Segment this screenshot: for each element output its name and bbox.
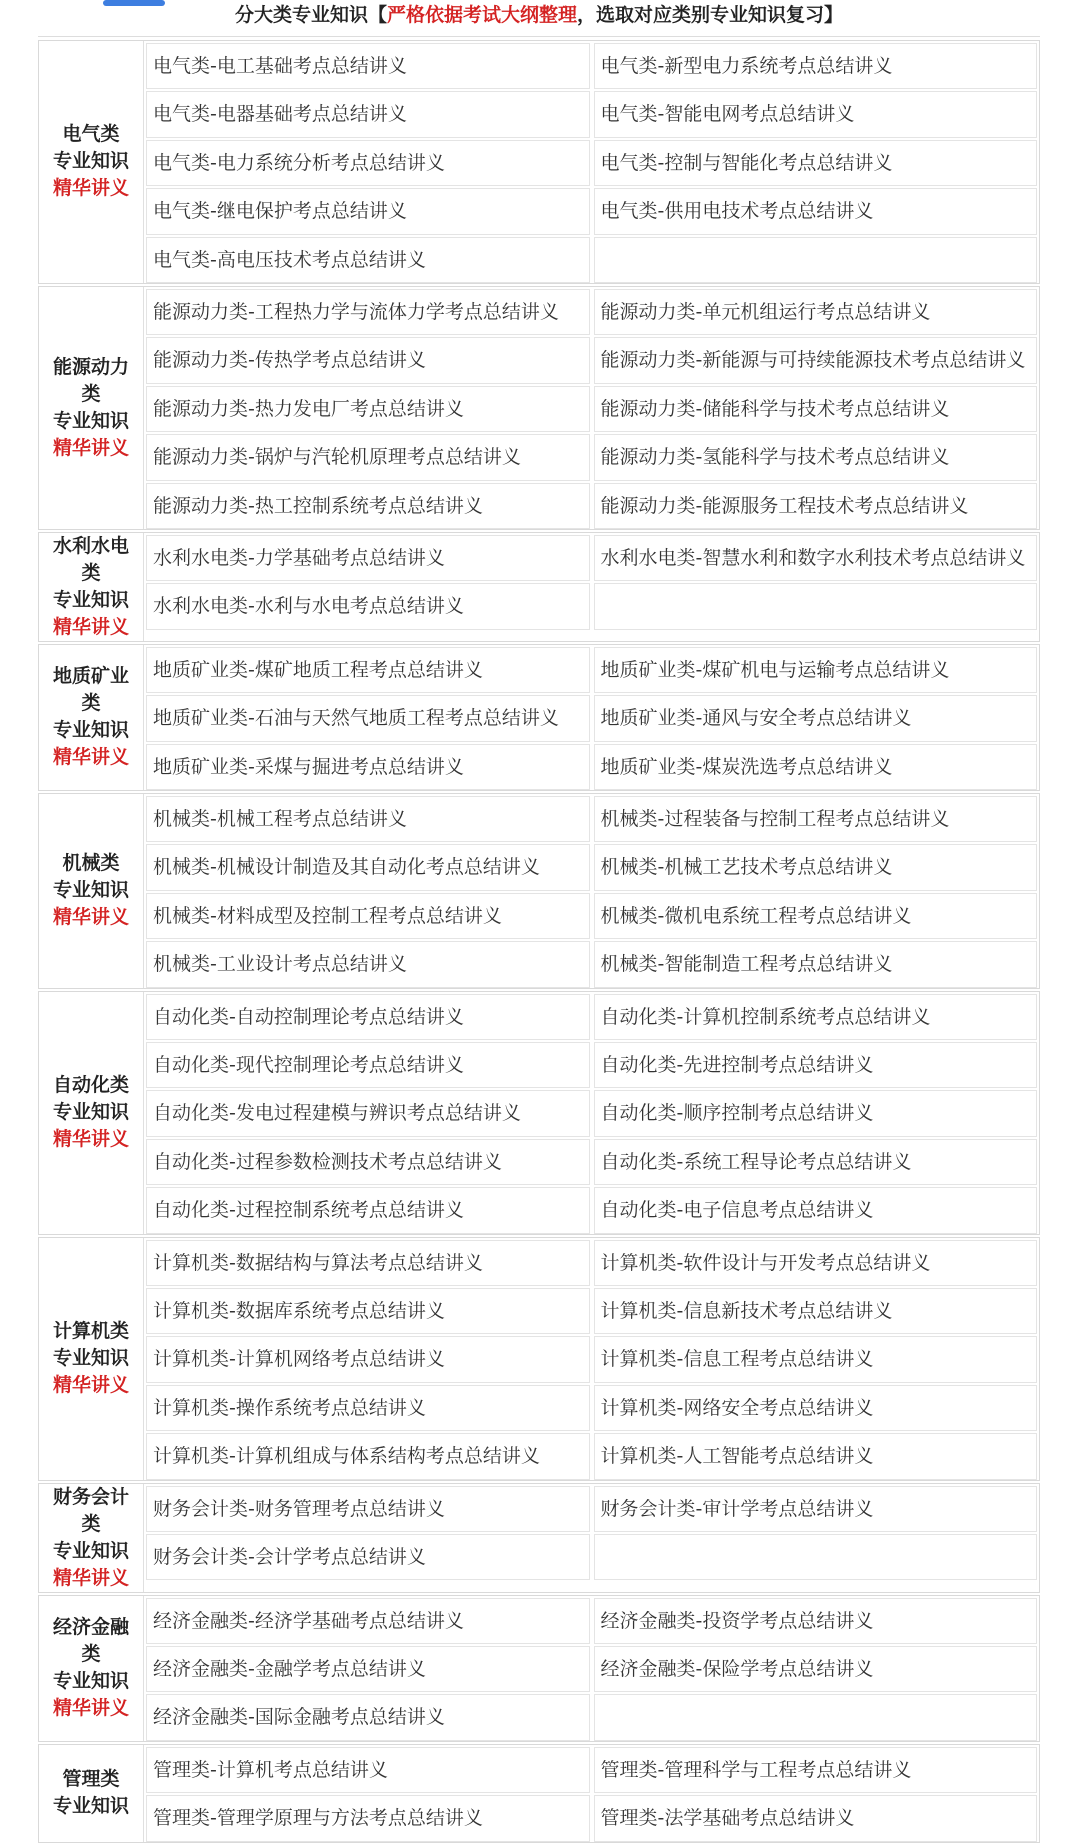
course-link[interactable]: 计算机类-数据库系统考点总结讲义 [146, 1288, 590, 1334]
course-link[interactable]: 自动化类-电子信息考点总结讲义 [594, 1187, 1038, 1233]
category-group [38, 1595, 1040, 1742]
course-link[interactable]: 管理类-管理科学与工程考点总结讲义 [594, 1747, 1038, 1793]
header-prefix: 分大类专业知识【 [234, 4, 387, 26]
table-row [144, 41, 1039, 89]
table-row [144, 693, 1039, 741]
course-link[interactable]: 计算机类-网络安全考点总结讲义 [594, 1385, 1038, 1431]
table-row [144, 581, 1039, 629]
course-link[interactable]: 自动化类-先进控制考点总结讲义 [594, 1042, 1038, 1088]
table-row [144, 138, 1039, 186]
category-group [38, 1483, 1040, 1593]
table-row [144, 1185, 1039, 1233]
table-row [144, 1793, 1039, 1841]
category-label-line: 计算机类 [52, 1320, 129, 1343]
category-label-line: 专业知识 [52, 150, 129, 173]
category-group [38, 793, 1040, 989]
course-link[interactable]: 机械类-智能制造工程考点总结讲义 [594, 941, 1038, 987]
table-row [144, 432, 1039, 480]
course-link[interactable]: 机械类-工业设计考点总结讲义 [146, 941, 590, 987]
table-row [144, 842, 1039, 890]
course-link[interactable]: 计算机类-数据结构与算法考点总结讲义 [146, 1240, 590, 1286]
empty-cell [594, 237, 1038, 283]
table-row [144, 384, 1039, 432]
empty-cell [594, 583, 1038, 629]
category-group [38, 1744, 1040, 1843]
course-link[interactable]: 能源动力类-锅炉与汽轮机原理考点总结讲义 [146, 434, 590, 480]
course-link[interactable]: 电气类-控制与智能化考点总结讲义 [594, 140, 1038, 186]
table-row [144, 1238, 1039, 1286]
course-link[interactable]: 经济金融类-国际金融考点总结讲义 [146, 1694, 590, 1740]
table-row [144, 742, 1039, 790]
course-link[interactable]: 计算机类-信息工程考点总结讲义 [594, 1336, 1038, 1382]
course-link[interactable]: 自动化类-现代控制理论考点总结讲义 [146, 1042, 590, 1088]
course-link[interactable]: 地质矿业类-采煤与掘进考点总结讲义 [146, 744, 590, 790]
course-link[interactable]: 地质矿业类-煤炭洗选考点总结讲义 [594, 744, 1038, 790]
header-highlight: 严格依据考试大纲整理 [386, 4, 577, 26]
category-label [39, 794, 144, 988]
course-link[interactable]: 经济金融类-金融学考点总结讲义 [146, 1646, 590, 1692]
course-link[interactable]: 机械类-机械设计制造及其自动化考点总结讲义 [146, 844, 590, 890]
category-group [38, 40, 1040, 284]
course-link[interactable]: 自动化类-发电过程建模与辨识考点总结讲义 [146, 1090, 590, 1136]
course-link[interactable]: 地质矿业类-通风与安全考点总结讲义 [594, 695, 1038, 741]
course-link[interactable]: 经济金融类-保险学考点总结讲义 [594, 1646, 1038, 1692]
category-group [38, 1237, 1040, 1481]
table-row [144, 1137, 1039, 1185]
category-label-line: 类 [81, 382, 101, 405]
table-row [144, 1334, 1039, 1382]
header-suffix: ，选取对应类别专业知识复习】 [577, 4, 844, 26]
category-label-line: 专业知识 [52, 1539, 129, 1562]
category-tag: 精华讲义 [52, 1374, 129, 1397]
category-label-line: 自动化类 [52, 1074, 129, 1097]
category-label-line: 类 [81, 692, 101, 715]
table-row [144, 481, 1039, 529]
category-label [39, 1596, 144, 1741]
category-label [39, 992, 144, 1234]
course-link[interactable]: 电气类-智能电网考点总结讲义 [594, 91, 1038, 137]
course-table [38, 40, 1040, 1830]
course-link[interactable]: 自动化类-计算机控制系统考点总结讲义 [594, 994, 1038, 1040]
course-link[interactable]: 计算机类-信息新技术考点总结讲义 [594, 1288, 1038, 1334]
table-row [144, 335, 1039, 383]
category-label [39, 533, 144, 641]
course-link[interactable]: 能源动力类-热力发电厂考点总结讲义 [146, 386, 590, 432]
table-row [144, 939, 1039, 987]
category-label-line: 机械类 [62, 852, 120, 875]
table-row [144, 533, 1039, 581]
course-link[interactable]: 计算机类-人工智能考点总结讲义 [594, 1433, 1038, 1479]
course-link[interactable]: 电气类-电工基础考点总结讲义 [146, 43, 590, 89]
empty-cell [594, 1694, 1038, 1740]
course-link[interactable]: 能源动力类-传热学考点总结讲义 [146, 337, 590, 383]
category-label-line: 经济金融 [52, 1616, 129, 1639]
category-label [39, 41, 144, 283]
course-link[interactable]: 水利水电类-水利与水电考点总结讲义 [146, 583, 590, 629]
table-row [144, 1040, 1039, 1088]
table-row [144, 186, 1039, 234]
category-label-line: 专业知识 [52, 719, 129, 742]
table-row [144, 287, 1039, 335]
category-label-line: 专业知识 [52, 409, 129, 432]
course-link[interactable]: 财务会计类-审计学考点总结讲义 [594, 1486, 1038, 1532]
category-label-line: 专业知识 [52, 588, 129, 611]
category-label-line: 类 [81, 1512, 101, 1535]
table-row [144, 891, 1039, 939]
course-link[interactable]: 能源动力类-氢能科学与技术考点总结讲义 [594, 434, 1038, 480]
course-link[interactable]: 管理类-管理学原理与方法考点总结讲义 [146, 1795, 590, 1841]
course-link[interactable]: 财务会计类-会计学考点总结讲义 [146, 1534, 590, 1580]
course-link[interactable]: 财务会计类-财务管理考点总结讲义 [146, 1486, 590, 1532]
course-link[interactable]: 电气类-供用电技术考点总结讲义 [594, 188, 1038, 234]
category-label-line: 水利水电 [52, 534, 129, 557]
category-tag: 精华讲义 [52, 615, 129, 638]
course-link[interactable]: 能源动力类-工程热力学与流体力学考点总结讲义 [146, 289, 590, 335]
table-row [144, 1532, 1039, 1580]
category-label-line: 专业知识 [52, 1795, 129, 1818]
course-link[interactable]: 能源动力类-热工控制系统考点总结讲义 [146, 483, 590, 529]
course-link[interactable]: 机械类-微机电系统工程考点总结讲义 [594, 893, 1038, 939]
category-label-line: 财务会计 [52, 1485, 129, 1508]
course-link[interactable]: 水利水电类-力学基础考点总结讲义 [146, 535, 590, 581]
table-row [144, 1745, 1039, 1793]
category-tag: 精华讲义 [52, 1566, 129, 1589]
category-label [39, 1238, 144, 1480]
table-row [144, 1692, 1039, 1740]
category-label-line: 专业知识 [52, 1670, 129, 1693]
course-link[interactable]: 自动化类-顺序控制考点总结讲义 [594, 1090, 1038, 1136]
category-label [39, 1745, 144, 1842]
category-label [39, 645, 144, 790]
section-header [38, 0, 1040, 37]
course-link[interactable]: 电气类-新型电力系统考点总结讲义 [594, 43, 1038, 89]
course-link[interactable]: 能源动力类-能源服务工程技术考点总结讲义 [594, 483, 1038, 529]
course-link[interactable]: 地质矿业类-煤矿地质工程考点总结讲义 [146, 647, 590, 693]
category-label [39, 1484, 144, 1592]
course-link[interactable]: 管理类-法学基础考点总结讲义 [594, 1795, 1038, 1841]
category-tag: 精华讲义 [52, 1697, 129, 1720]
course-link[interactable]: 机械类-机械工艺技术考点总结讲义 [594, 844, 1038, 890]
course-link[interactable]: 自动化类-系统工程导论考点总结讲义 [594, 1139, 1038, 1185]
table-row [144, 1596, 1039, 1644]
category-tag: 精华讲义 [52, 746, 129, 769]
table-row [144, 1644, 1039, 1692]
course-link[interactable]: 能源动力类-新能源与可持续能源技术考点总结讲义 [594, 337, 1038, 383]
table-row [144, 1286, 1039, 1334]
course-link[interactable]: 地质矿业类-煤矿机电与运输考点总结讲义 [594, 647, 1038, 693]
category-tag: 精华讲义 [52, 436, 129, 459]
table-row [144, 1088, 1039, 1136]
course-link[interactable]: 电气类-电器基础考点总结讲义 [146, 91, 590, 137]
category-group [38, 644, 1040, 791]
table-row [144, 992, 1039, 1040]
course-link[interactable]: 自动化类-自动控制理论考点总结讲义 [146, 994, 590, 1040]
table-row [144, 235, 1039, 283]
table-row [144, 1431, 1039, 1479]
category-tag: 精华讲义 [52, 177, 129, 200]
category-label [39, 287, 144, 529]
course-link[interactable]: 电气类-电力系统分析考点总结讲义 [146, 140, 590, 186]
table-row [144, 89, 1039, 137]
course-link[interactable]: 经济金融类-经济学基础考点总结讲义 [146, 1598, 590, 1644]
course-link[interactable]: 自动化类-过程控制系统考点总结讲义 [146, 1187, 590, 1233]
category-group [38, 991, 1040, 1235]
category-label-line: 专业知识 [52, 1101, 129, 1124]
category-label-line: 管理类 [62, 1768, 120, 1791]
course-link[interactable]: 经济金融类-投资学考点总结讲义 [594, 1598, 1038, 1644]
course-link[interactable]: 地质矿业类-石油与天然气地质工程考点总结讲义 [146, 695, 590, 741]
category-group [38, 532, 1040, 642]
category-label-line: 专业知识 [52, 1347, 129, 1370]
course-link[interactable]: 机械类-过程装备与控制工程考点总结讲义 [594, 796, 1038, 842]
category-label-line: 能源动力 [52, 355, 129, 378]
course-link[interactable]: 机械类-机械工程考点总结讲义 [146, 796, 590, 842]
category-label-line: 专业知识 [52, 879, 129, 902]
empty-cell [594, 1534, 1038, 1580]
category-tag: 精华讲义 [52, 1128, 129, 1151]
category-label-line: 类 [81, 1643, 101, 1666]
category-group [38, 286, 1040, 530]
course-link[interactable]: 电气类-高电压技术考点总结讲义 [146, 237, 590, 283]
course-link[interactable]: 水利水电类-智慧水利和数字水利技术考点总结讲义 [594, 535, 1038, 581]
category-label-line: 类 [81, 561, 101, 584]
category-label-line: 地质矿业 [52, 665, 129, 688]
table-row [144, 1383, 1039, 1431]
category-label-line: 电气类 [62, 123, 120, 146]
table-row [144, 645, 1039, 693]
course-link[interactable]: 电气类-继电保护考点总结讲义 [146, 188, 590, 234]
course-link[interactable]: 机械类-材料成型及控制工程考点总结讲义 [146, 893, 590, 939]
course-link[interactable]: 计算机类-计算机网络考点总结讲义 [146, 1336, 590, 1382]
course-link[interactable]: 计算机类-操作系统考点总结讲义 [146, 1385, 590, 1431]
course-link[interactable]: 计算机类-计算机组成与体系结构考点总结讲义 [146, 1433, 590, 1479]
table-row [144, 794, 1039, 842]
course-link[interactable]: 能源动力类-储能科学与技术考点总结讲义 [594, 386, 1038, 432]
course-link[interactable]: 能源动力类-单元机组运行考点总结讲义 [594, 289, 1038, 335]
course-link[interactable]: 计算机类-软件设计与开发考点总结讲义 [594, 1240, 1038, 1286]
course-link[interactable]: 管理类-计算机考点总结讲义 [146, 1747, 590, 1793]
table-row [144, 1484, 1039, 1532]
course-link[interactable]: 自动化类-过程参数检测技术考点总结讲义 [146, 1139, 590, 1185]
category-tag: 精华讲义 [52, 906, 129, 929]
